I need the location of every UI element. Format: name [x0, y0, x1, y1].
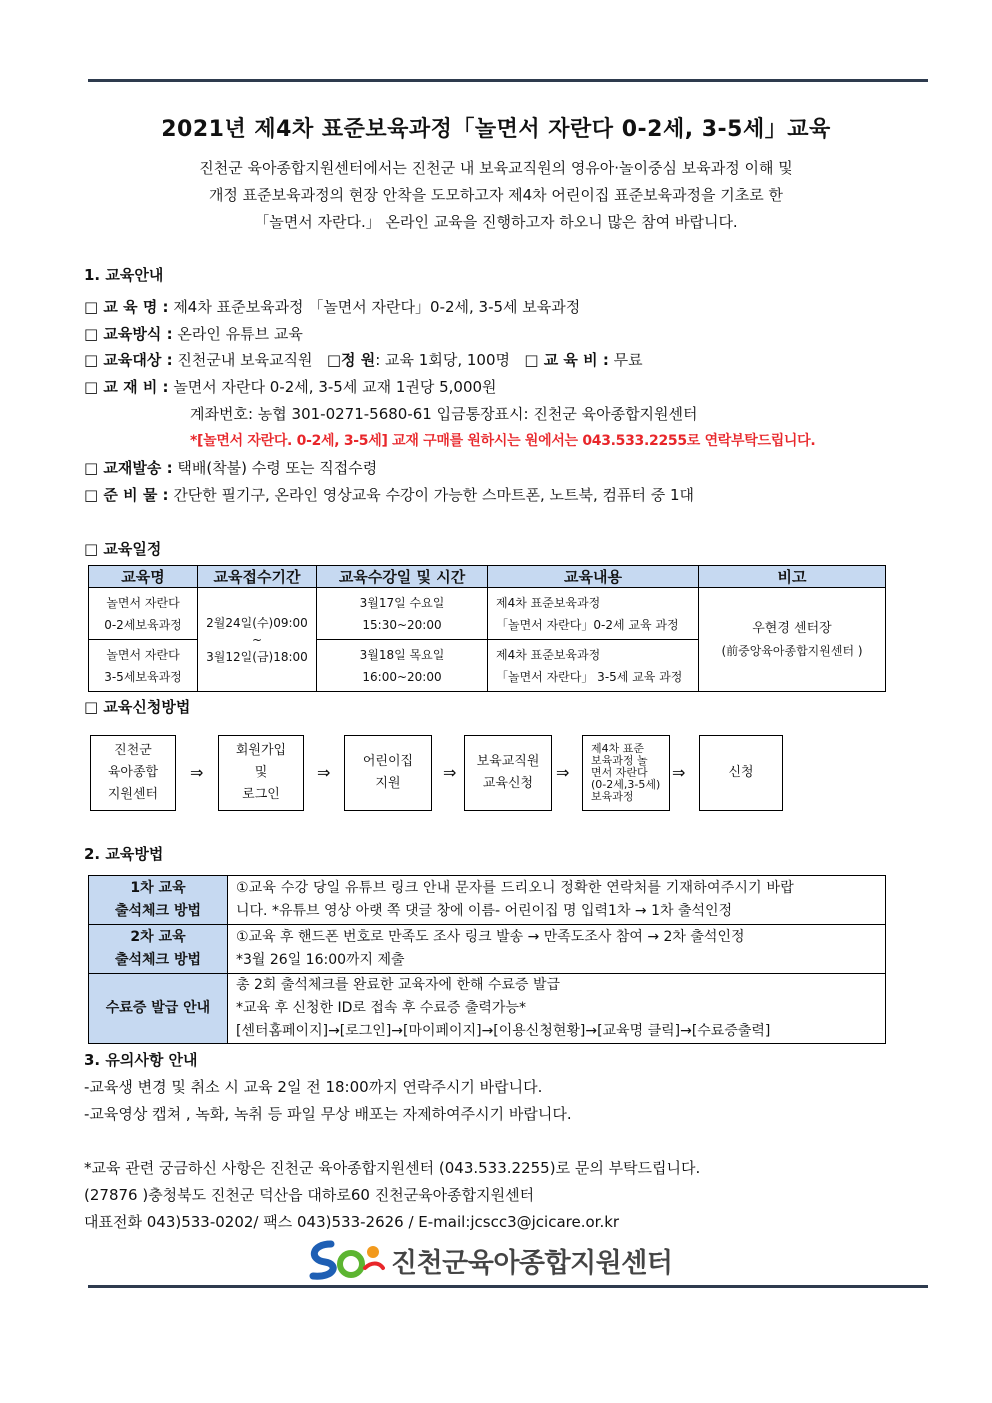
- table-row: [89, 925, 886, 974]
- period-start: 2월24일(수)09:00: [206, 615, 308, 630]
- shipping-label: □ 교재발송 :: [84, 459, 173, 477]
- date-cell: [317, 588, 488, 640]
- arrow-icon: ⇒: [190, 763, 204, 782]
- arrow-icon: ⇒: [317, 763, 331, 782]
- contact-line: 대표전화 043)533-0202/ 팩스 043)533-2626 / E-mail:jcscc3@jcicare.or.kr: [84, 1213, 620, 1231]
- table-header: 비고: [699, 566, 886, 588]
- course-name-cell: [89, 588, 198, 640]
- step-text: 보육교직원: [476, 754, 540, 769]
- flow-step: [464, 735, 552, 811]
- step-text: (0-2세,3-5세): [591, 778, 661, 791]
- method-content-cell: [228, 925, 886, 974]
- course-date: 3월17일 수요일: [359, 595, 445, 610]
- contact-line: (27876 )충청북도 진천군 덕산읍 대하로60 진천군육아종합지원센터: [84, 1186, 535, 1204]
- method-header: 1차 교육: [130, 880, 186, 896]
- edu-name-row: [84, 296, 580, 317]
- method-table: [88, 875, 886, 1044]
- method-header: 출석체크 방법: [114, 952, 202, 968]
- course-name-cell: [89, 640, 198, 692]
- table-row: [89, 588, 886, 640]
- intro-line: 「놀면서 자란다.」 온라인 교육을 진행하고자 하오니 많은 참여 바랍니다.: [254, 213, 738, 231]
- method-header: 2차 교육: [130, 929, 186, 945]
- account-info: 계좌번호: 농협 301-0271-5680-61 입금통장표시: 진천군 육아종합지원센터: [190, 405, 698, 423]
- step-text: 지원: [375, 776, 401, 791]
- arrow-icon: ⇒: [672, 763, 686, 782]
- top-rule: [88, 79, 928, 82]
- course-time: 15:30~20:00: [362, 617, 442, 632]
- course-name: 3-5세보육과정: [104, 669, 182, 684]
- step-text: 로그인: [242, 787, 280, 802]
- step-text: 보육과정 놀: [591, 754, 648, 767]
- table-row: [89, 876, 886, 925]
- course-content: 「놀면서 자란다」 3-5세 교육 과정: [496, 669, 683, 684]
- prep-row: [84, 484, 694, 505]
- edu-target-row: [84, 349, 643, 370]
- course-content: 「놀면서 자란다」0-2세 교육 과정: [496, 617, 679, 632]
- step-text: 면서 자란다: [591, 766, 648, 779]
- period-end: 3월12일(금)18:00: [206, 649, 308, 664]
- method-line: *교육 후 신청한 ID로 접속 후 수료증 출력가능*: [236, 1000, 526, 1016]
- method-line: [센터홈페이지]→[로그인]→[마이페이지]→[이용신청현황]→[교육명 클릭]→[수료증출력]: [236, 1023, 771, 1039]
- edu-method-value: 온라인 유튜브 교육: [177, 325, 303, 343]
- method-header-cell: [89, 925, 228, 974]
- arrow-icon: ⇒: [556, 763, 570, 782]
- prep-value: 간단한 필기구, 온라인 영상교육 수강이 가능한 스마트폰, 노트북, 컴퓨터 중 1대: [173, 486, 695, 504]
- course-name: 놀면서 자란다: [106, 647, 180, 662]
- bottom-rule: [88, 1285, 928, 1288]
- content-cell: [488, 588, 699, 640]
- method-line: ①교육 수강 당일 유튜브 링크 안내 문자를 드리오니 정확한 연락처를 기재하여주시기 바랍: [236, 880, 794, 896]
- instructor-affiliation: (前중앙육아종합지원센터 ): [721, 643, 863, 658]
- edu-method-label: □ 교육방식 :: [84, 325, 173, 343]
- table-header: 교육접수기간: [198, 566, 317, 588]
- step-text: 보육과정: [591, 790, 634, 803]
- method-line: 총 2회 출석체크를 완료한 교육자에 한해 수료증 발급: [236, 977, 561, 993]
- table-header: 교육명: [89, 566, 198, 588]
- flow-step: [699, 735, 783, 811]
- course-time: 16:00~20:00: [362, 669, 442, 684]
- method-line: 니다. *유튜브 영상 아랫 쪽 댓글 창에 이름- 어린이집 명 입력1차 → 1차 출석인정: [236, 903, 733, 919]
- method-header: 출석체크 방법: [114, 903, 202, 919]
- edu-name-value: 제4차 표준보육과정 「놀면서 자란다」0-2세, 3-5세 보육과정: [173, 298, 581, 316]
- period-sep: ~: [251, 632, 263, 647]
- method-content-cell: [228, 974, 886, 1044]
- flow-step: [582, 735, 670, 811]
- flow-step: [344, 735, 432, 811]
- flow-step: [218, 735, 304, 811]
- material-value: 놀면서 자란다 0-2세, 3-5세 교재 1권당 5,000원: [173, 378, 497, 396]
- table-header: 교육내용: [488, 566, 699, 588]
- apply-heading: □ 교육신청방법: [84, 698, 191, 716]
- page-title: 2021년 제4차 표준보육과정「놀면서 자란다 0-2세, 3-5세」교육: [161, 117, 831, 142]
- section1-heading: 1. 교육안내: [84, 266, 164, 284]
- purchase-notice: *[놀면서 자란다. 0-2세, 3-5세] 교재 구매를 원하시는 원에서는 043.533.2255로 연락부탁드립니다.: [190, 433, 816, 449]
- caution-item: -교육생 변경 및 취소 시 교육 2일 전 18:00까지 연락주시기 바랍니다.: [84, 1078, 543, 1096]
- edu-name-label: □ 교 육 명 :: [84, 298, 169, 316]
- logo-icon: [305, 1238, 385, 1282]
- step-text: 육아종합: [107, 765, 159, 780]
- course-name: 놀면서 자란다: [106, 595, 180, 610]
- section3-heading: 3. 유의사항 안내: [84, 1051, 198, 1069]
- course-date: 3월18일 목요일: [359, 647, 445, 662]
- capacity-label: □정 원: [326, 351, 376, 369]
- apply-flow: [88, 735, 888, 813]
- step-text: 회원가입: [235, 743, 287, 758]
- flow-step: [90, 735, 176, 811]
- schedule-heading: □ 교육일정: [84, 540, 162, 558]
- table-header-row: [89, 566, 886, 588]
- step-text: 지원센터: [107, 787, 159, 802]
- table-header: 교육수강일 및 시간: [317, 566, 488, 588]
- arrow-icon: ⇒: [443, 763, 457, 782]
- period-cell: [198, 588, 317, 692]
- step-text: 신청: [728, 765, 754, 780]
- capacity-value: : 교육 1회당, 100명: [375, 351, 510, 369]
- method-header: 수료증 발급 안내: [105, 1000, 211, 1016]
- date-cell: [317, 640, 488, 692]
- center-logo: [305, 1238, 672, 1282]
- section2-heading: 2. 교육방법: [84, 845, 164, 863]
- method-header-cell: [89, 974, 228, 1044]
- shipping-value: 택배(착불) 수령 또는 직접수령: [177, 459, 378, 477]
- table-row: [89, 974, 886, 1044]
- material-row: [84, 376, 497, 397]
- logo-text: 진천군육아종합지원센터: [391, 1247, 673, 1279]
- step-text: 제4차 표준: [591, 742, 644, 755]
- shipping-row: [84, 457, 377, 478]
- prep-label: □ 준 비 물 :: [84, 486, 169, 504]
- edu-target-label: □ 교육대상 :: [84, 351, 173, 369]
- edu-method-row: [84, 323, 303, 344]
- course-name: 0-2세보육과정: [104, 617, 182, 632]
- intro-text: [0, 155, 992, 236]
- intro-line: 진천군 육아종합지원센터에서는 진천군 내 보육교직원의 영유아·놀이중심 보육과정 이해 및: [199, 159, 793, 177]
- note-cell: [699, 588, 886, 692]
- fee-value: 무료: [613, 351, 643, 369]
- method-content-cell: [228, 876, 886, 925]
- schedule-table: [88, 565, 886, 692]
- intro-line: 개정 표준보육과정의 현장 안착을 도모하고자 제4차 어린이집 표준보육과정을 기초로 한: [208, 186, 784, 204]
- contact-line: *교육 관련 궁금하신 사항은 진천군 육아종합지원센터 (043.533.2255)로 문의 부탁드립니다.: [84, 1159, 701, 1177]
- fee-label: □ 교 육 비 :: [524, 351, 609, 369]
- method-header-cell: [89, 876, 228, 925]
- method-line: ①교육 후 핸드폰 번호로 만족도 조사 링크 발송 → 만족도조사 참여 → 2차 출석인정: [236, 929, 745, 945]
- edu-target-value: 진천군내 보육교직원: [177, 351, 313, 369]
- step-text: 어린이집: [362, 754, 414, 769]
- method-line: *3월 26일 16:00까지 제출: [236, 952, 405, 968]
- caution-item: -교육영상 캡쳐 , 녹화, 녹취 등 파일 무상 배포는 자제하여주시기 바랍니다.: [84, 1105, 572, 1123]
- course-content: 제4차 표준보육과정: [496, 647, 601, 662]
- material-label: □ 교 재 비 :: [84, 378, 169, 396]
- course-content: 제4차 표준보육과정: [496, 595, 601, 610]
- step-text: 및: [254, 765, 268, 780]
- content-cell: [488, 640, 699, 692]
- step-text: 진천군: [114, 743, 152, 758]
- step-text: 교육신청: [482, 776, 534, 791]
- instructor-name: 우현경 센터장: [752, 620, 832, 636]
